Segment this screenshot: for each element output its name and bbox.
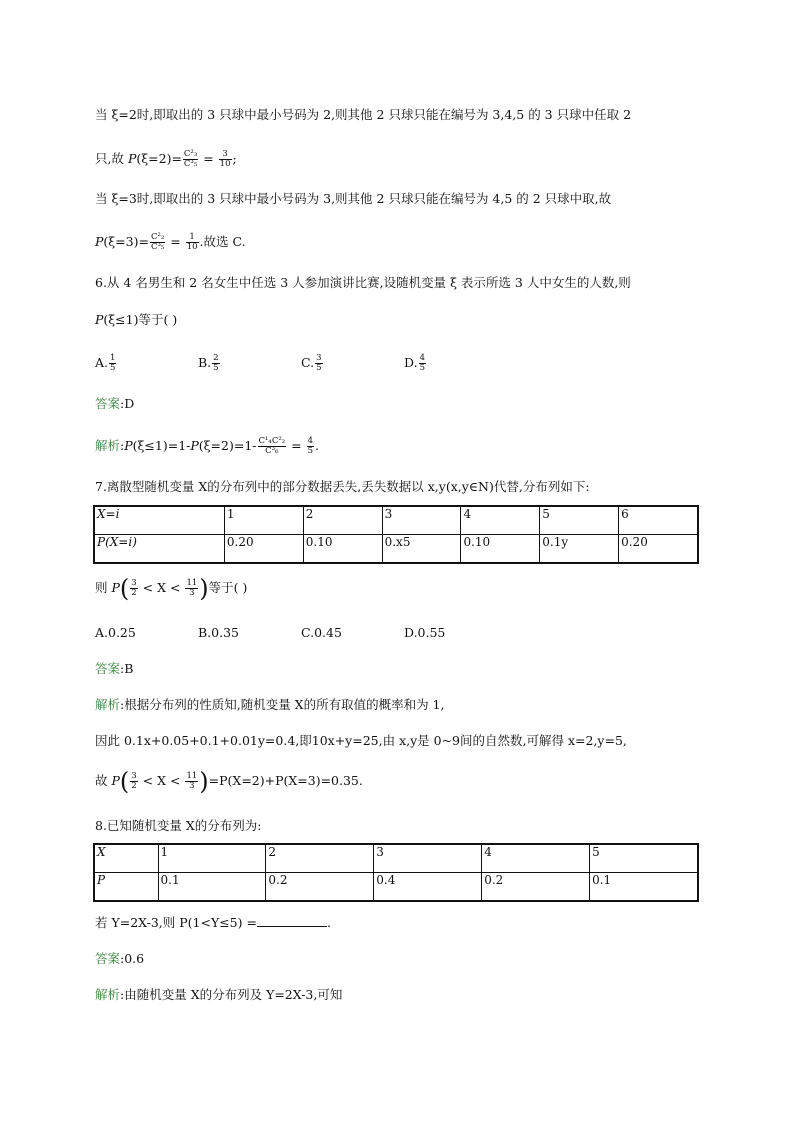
option-c: C.0.45	[301, 625, 342, 640]
question-6-text: 6.从 4 名男生和 2 名女生中任选 3 人参加演讲比赛,设随机变量 ξ 表示所选 3 人中女生的人数,则	[95, 275, 631, 290]
question-6-solution: 解析:P(ξ≤1)=1-P(ξ=2)=1- $\frac{\text{C¹₄C²₂}}{\text{C³₆}}$ = $\frac{4}{5}$ .	[95, 436, 319, 456]
question-7-solution-3: 故 P( $\frac{3}{2}$ < X < $\frac{11}{3}$ )=P(X=2)+P(X=3)=0.35.	[95, 767, 363, 796]
distribution-table-q7	[93, 505, 699, 564]
option-b: B.0.35	[198, 625, 239, 640]
fraction: $\frac{\text{C²₂}}{\text{C³₅}}$	[150, 232, 165, 252]
fraction: $\frac{4}{5}$	[307, 436, 313, 456]
question-7-answer: 答案:B	[95, 661, 134, 676]
fraction: $\frac{1}{10}$	[186, 232, 198, 252]
question-6-answer: 答案:D	[95, 396, 135, 411]
table-row: P 0.1 0.2 0.4 0.2 0.1	[94, 873, 698, 902]
answer-blank	[257, 914, 327, 927]
option-c: C. $\frac{3}{5}$	[301, 353, 322, 373]
question-7-text: 7.离散型随机变量 X的分布列中的部分数据丢失,丢失数据以 x,y(x,y∈N)代替,分布列如下:	[95, 479, 590, 494]
option-d: D. $\frac{4}{5}$	[404, 353, 425, 373]
question-7-options	[95, 624, 507, 642]
question-7-solution-1: 解析:根据分布列的性质知,随机变量 X的所有取值的概率和为 1,	[95, 697, 445, 712]
question-6-options	[95, 354, 507, 373]
solution-line-prob-xi2: 只,故 P(ξ=2)= $\frac{\text{C²₃}}{\text{C³₅}}$ = $\frac{3}{10}$ ;	[95, 149, 237, 169]
solution-line-xi3: 当 ξ=3时,即取出的 3 只球中最小号码为 3,则其他 2 只球只能在编号为 4,5 的 2 只球中取,故	[95, 191, 612, 206]
distribution-table-q8	[93, 843, 699, 902]
option-a: A.0.25	[95, 625, 136, 640]
option-d: D.0.55	[404, 625, 446, 640]
option-a: A. $\frac{1}{5}$	[95, 353, 116, 373]
question-8-solution: 解析:由随机变量 X的分布列及 Y=2X-3,可知	[95, 987, 343, 1002]
question-7-ask: 则 P( $\frac{3}{2}$ < X < $\frac{11}{3}$ )等于( )	[95, 574, 248, 603]
question-8-answer: 答案:0.6	[95, 951, 145, 966]
table-row: P(X=i) 0.20 0.10 0.x5 0.10 0.1y 0.20	[94, 535, 698, 564]
option-b: B. $\frac{2}{5}$	[198, 353, 219, 373]
table-row: X 1 2 3 4 5	[94, 844, 698, 873]
fraction: $\frac{\text{C¹₄C²₂}}{\text{C³₆}}$	[258, 436, 286, 456]
solution-line-prob-xi3: P(ξ=3)= $\frac{\text{C²₂}}{\text{C³₅}}$ = $\frac{1}{10}$ .故选 C.	[95, 232, 246, 252]
fraction: $\frac{3}{10}$	[219, 149, 231, 169]
table-row: X=i 1 2 3 4 5 6	[94, 506, 698, 535]
solution-line-xi2: 当 ξ=2时,即取出的 3 只球中最小号码为 2,则其他 2 只球只能在编号为 3,4,5 的 3 只球中任取 2	[95, 107, 632, 122]
question-6-text-cont: P(ξ≤1)等于( )	[95, 312, 178, 327]
fraction: $\frac{\text{C²₃}}{\text{C³₅}}$	[183, 149, 198, 169]
question-8-text: 8.已知随机变量 X的分布列为:	[95, 818, 262, 833]
question-7-solution-2: 因此 0.1x+0.05+0.1+0.01y=0.4,即10x+y=25,由 x,y是 0~9间的自然数,可解得 x=2,y=5,	[95, 733, 627, 748]
question-8-ask: 若 Y=2X-3,则 P(1<Y≤5) = .	[95, 915, 331, 930]
